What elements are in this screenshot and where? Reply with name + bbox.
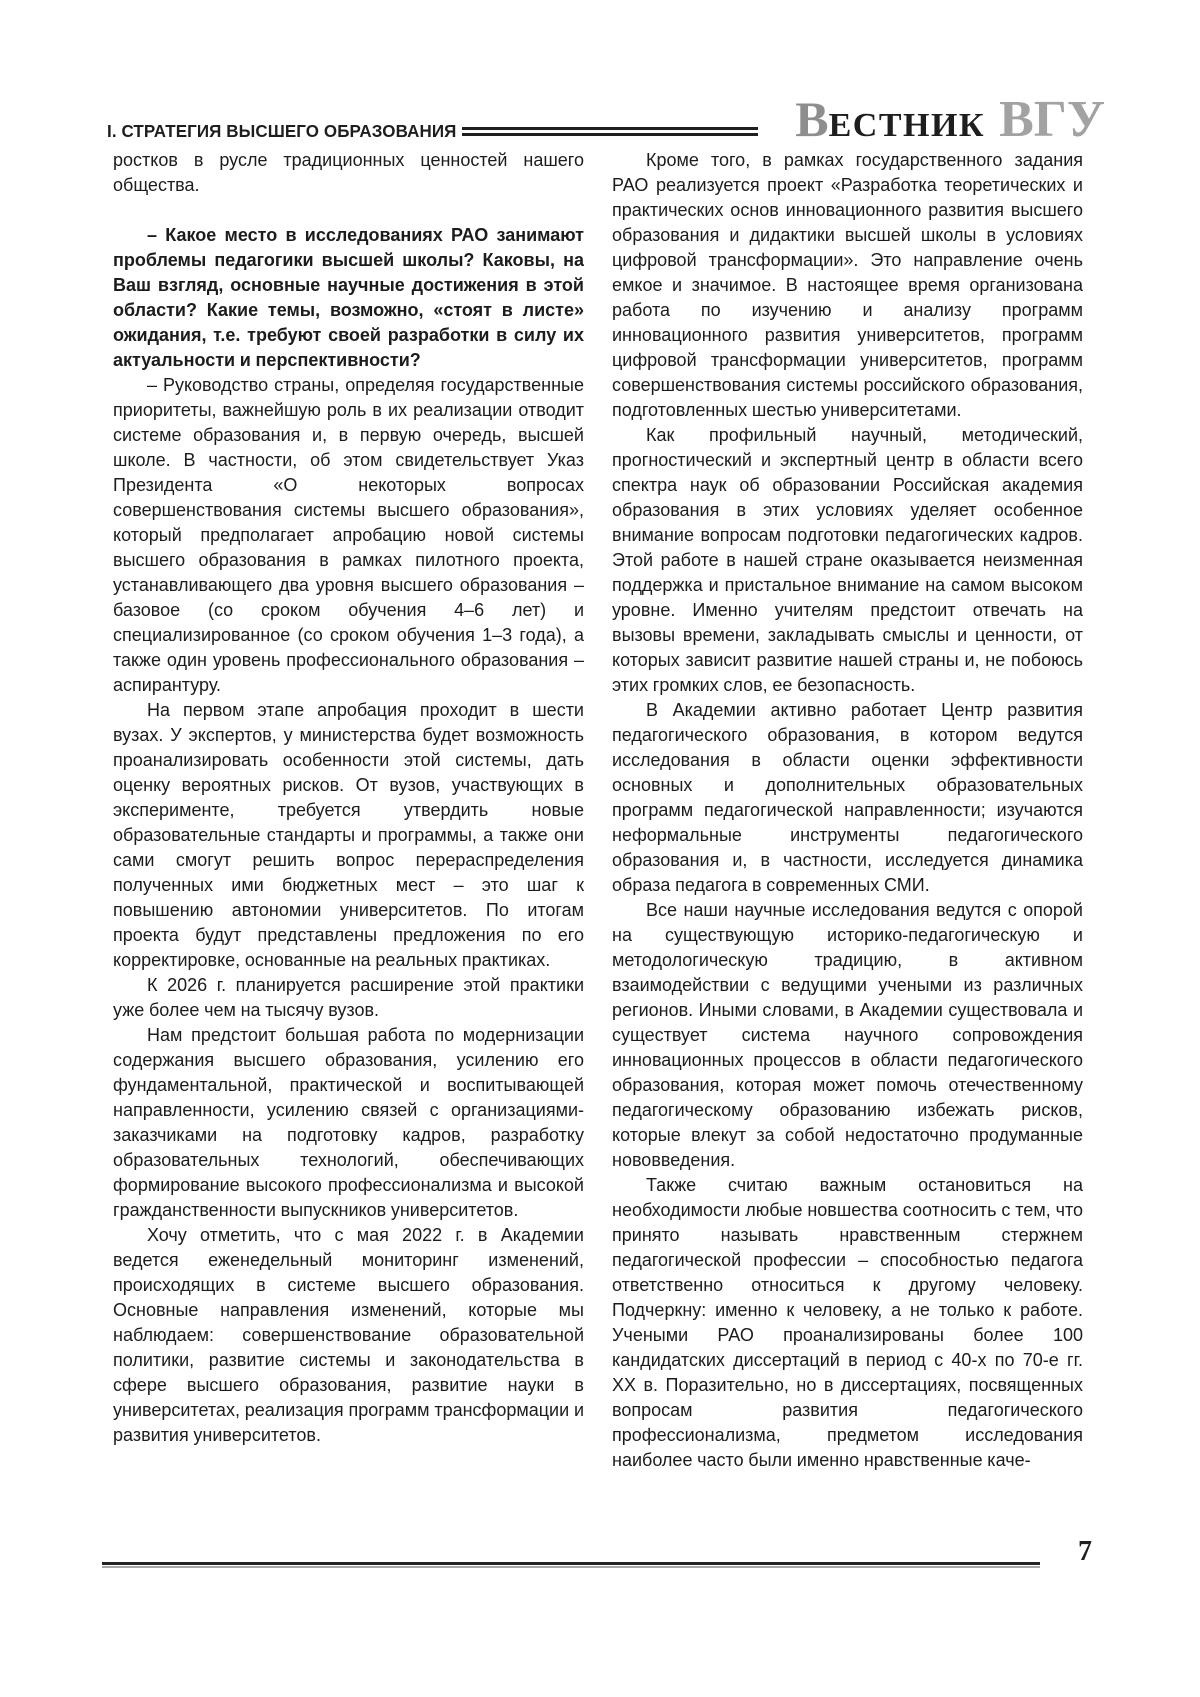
logo-vgu-text: ВГУ (999, 91, 1105, 148)
interview-question: – Какое место в исследованиях РАО занимают проблемы педагогики высшей школы? Каковы, на Ваш взгляд, основные научные достижения в этой области? Какие темы, возможно, «стоят в листе» ожидания, т.е. требуют своей разработки в силу их актуальности и перспективности? (113, 225, 584, 370)
logo-initial-letter: В (795, 91, 829, 147)
paragraph: К 2026 г. планируется расширение этой практики уже более чем на тысячу вузов. (113, 975, 584, 1020)
journal-logo (795, 91, 1105, 148)
page-number: 7 (1078, 1536, 1092, 1567)
footer-rule (102, 1562, 1040, 1568)
paragraph: Все наши научные исследования ведутся с опорой на существующую историко-педагогическую и методологическую традицию, в активном взаимодействии с ведущими учеными из различных регионов. Иными словами, в Академии существовала и существует система научного сопровождения инновационных процессов в области педагогического образования, которая может помочь отечественному педагогическому образованию избежать рисков, которые влекут за собой недостаточно продуманные нововведения. (612, 900, 1083, 1170)
answer-paragraph: – Руководство страны, определяя государственные приоритеты, важнейшую роль в их реализации отводит системе образования и, в первую очередь, высшей школе. В частности, об этом свидетельствует Указ Президента «О некоторых вопросах совершенствования системы высшего образования», который предполагает апробацию новой системы высшего образования в рамках пилотного проекта, устанавливающего два уровня высшего образования – базовое (со сроком обучения 4–6 лет) и специализированное (со сроком обучения 1–3 года), а также один уровень профессионального образования – аспирантуру. (113, 375, 584, 695)
left-column (113, 148, 584, 1560)
paragraph: Также считаю важным остановиться на необходимости любые новшества соотносить с тем, что принято называть нравственным стержнем педагогической профессии – способностью педагога ответственно относиться к другому человеку. Подчеркну: именно к человеку, а не только к работе. Учеными РАО проанализированы более 100 кандидатских диссертаций в период с 40-х по 70-е гг. XX в. Поразительно, но в диссертациях, посвященных вопросам развития педагогического профессионализма, предметом исследования наиболее часто были именно нравственные каче- (612, 1175, 1083, 1470)
paragraph: В Академии активно работает Центр развития педагогического образования, в котором ведутся исследования в области оценки эффективности основных и дополнительных образовательных программ педагогической направленности; изучаются неформальные инструменты педагогического образования и, в частности, исследуется динамика образа педагога в современных СМИ. (612, 700, 1083, 895)
paragraph: Хочу отметить, что с мая 2022 г. в Академии ведется еженедельный мониторинг изменений, происходящих в системе высшего образования. Основные направления изменений, которые мы наблюдаем: совершенствование образовательной политики, развитие системы и законодательства в сфере высшего образования, развитие науки в университетах, реализация программ трансформации и развития университетов. (113, 1225, 584, 1445)
right-column (612, 148, 1083, 1560)
paragraph: На первом этапе апробация проходит в шести вузах. У экспертов, у министерства будет возможность проанализировать особенности этой системы, дать оценку вероятных рисков. От вузов, участвующих в эксперименте, требуется утвердить новые образовательные стандарты и программы, а также они сами смогут решить вопрос перераспределения полученных ими бюджетных мест – это шаг к повышению автономии университетов. По итогам проекта будут представлены предложения по его корректировке, основанные на реальных практиках. (113, 700, 584, 970)
paragraph: Как профильный научный, методический, прогностический и экспертный центр в области всего спектра наук об образовании Российская академия образования в этих условиях уделяет особенное внимание вопросам подготовки педагогических кадров. Этой работе в нашей стране оказывается неизменная поддержка и пристальное внимание на самом высоком уровне. Именно учителям предстоит отвечать на вызовы времени, закладывать смыслы и ценности, от которых зависит развитие нашей страны и, не побоюсь этих громких слов, ее безопасность. (612, 425, 1083, 695)
section-title: I. СТРАТЕГИЯ ВЫСШЕГО ОБРАЗОВАНИЯ (107, 121, 457, 141)
logo-vestnik-text: ЕСТНИК (828, 107, 986, 144)
paragraph: Кроме того, в рамках государственного задания РАО реализуется проект «Разработка теоретических и практических основ инновационного развития высшего образования и дидактики высшей школы в условиях цифровой трансформации». Это направление очень емкое и значимое. В настоящее время организована работа по изучению и анализу программ инновационного развития университетов, программ цифровой трансформации университетов, программ совершенствования системы российского образования, подготовленных шестью университетами. (612, 150, 1083, 420)
continuation-paragraph: ростков в русле традиционных ценностей нашего общества. (113, 150, 584, 195)
header-double-rule (462, 127, 758, 136)
paragraph: Нам предстоит большая работа по модернизации содержания высшего образования, усилению его фундаментальной, практической и воспитывающей направленности, усилению связей с организациями-заказчиками на подготовку кадров, разработку образовательных технологий, обеспечивающих формирование высокого профессионализма и высокой гражданственности выпускников университетов. (113, 1025, 584, 1220)
